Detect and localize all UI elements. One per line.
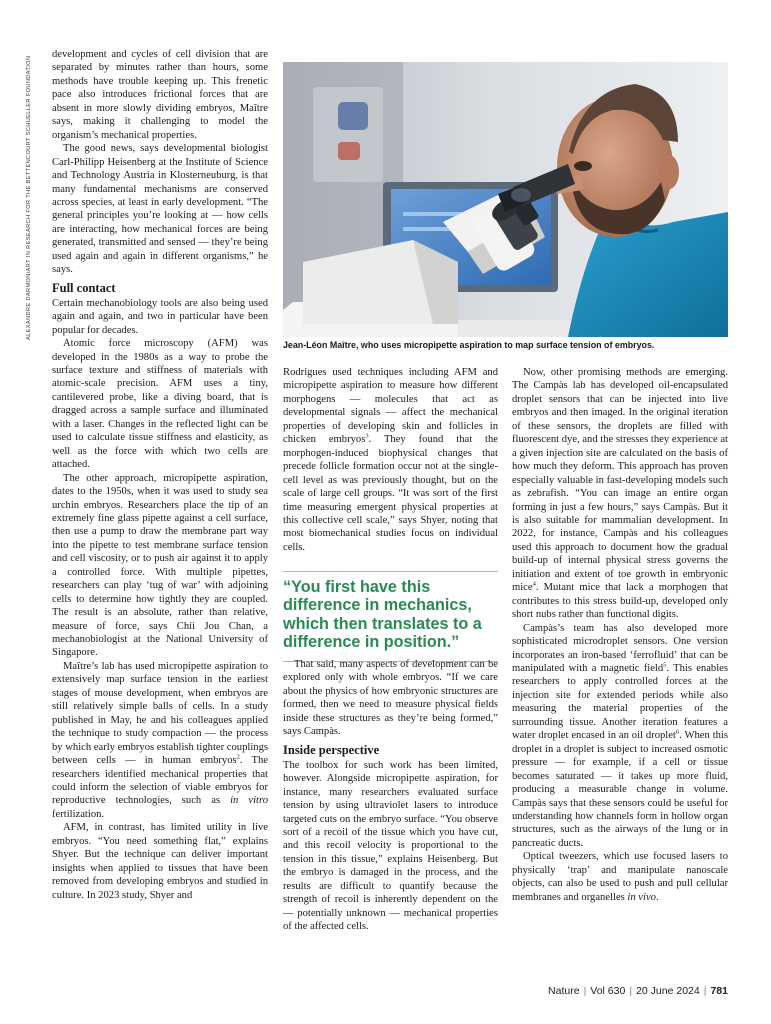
paragraph: Rodrigues used techniques including AFM and micropipette aspiration to measure how different morphogens — molecules that act as developmental signals — affect the mechanical properties of developing skin and follicles in chicken embryos$^3$. They found that the morphogen-induced biophysical changes that precede follicle formation occur not at the single-cell level as was previously thought, but on the scale of large cell groups. “It was sort of the first time measuring emergent physical properties at this collective cell scale,” says Shyer, noting that most biomechanical studies focus on individual cells. xyxy=(283,367,498,553)
paragraph: Atomic force microscopy (AFM) was developed in the 1980s as a way to probe the surface texture and stiffness of materials with atomic-scale precision. AFM uses a tiny, cantilevered probe, like a diving board, that is dragged across a sample surface and illuminated with a laser. Changes in the reflected light can be used to calculate tissue stiffness and elasticity, as well as the force with which two cells are attached. xyxy=(52,338,268,471)
journal-name: Nature xyxy=(548,985,580,997)
column-2-lower xyxy=(283,658,498,934)
reference-marker[interactable]: 3 xyxy=(365,432,369,440)
volume: Vol 630 xyxy=(590,985,626,997)
paragraph: Optical tweezers, which use focused lasers to physically ‘trap’ and manipulate nanoscale objects, can also be used to push and pull cellular membranes and organelles in vivo. xyxy=(512,851,728,903)
reference-marker[interactable]: 4 xyxy=(532,580,536,588)
paragraph: Maître’s lab has used micropipette aspiration to extensively map surface tension in the earliest stages of mouse development, when embryos are still relatively simple balls of cells. In a study published in May, he and his colleagues applied the technique to study compaction — the process by which early embryos establish tighter couplings between cells — in human embryos$^2$. The researchers identified mechanical properties that could inform the selection of viable embryos for reproductive technologies, such as in vitro fertilization. xyxy=(52,660,268,820)
paragraph: AFM, in contrast, has limited utility in live embryos. “You need something flat,” explains Shyer. But the technique can deliver important insights when applied to tissues that have been removed from developing embryos and studied in culture. In 2023 study, Shyer and xyxy=(52,822,268,901)
photo-caption: Jean-Léon Maître, who uses micropipette aspiration to map surface tension of embryos. xyxy=(283,340,655,350)
reference-marker[interactable]: 2 xyxy=(236,753,240,761)
column-2-upper xyxy=(283,366,498,554)
paragraph: That said, many aspects of development can be explored only with whole embryos. “If we care about the physics of how embryonic structures are formed, then we need to measure physical fields inside these structures as they’re being formed,” says Campàs. xyxy=(283,659,498,738)
column-3 xyxy=(512,366,728,904)
paragraph: Now, other promising methods are emerging. The Campàs lab has developed oil-encapsulated droplet sensors that can be injected into live embryos and then imaged. In the original iteration of these sensors, the droplets are filled with fluorescent dye, and the stresses they experience at a given injection site are calculated on the basis of how much they deform. This approach has proven especially valuable in fast-developing models such as zebrafish. “You can image an entire organ forming in just a few hours,” says Campàs. But it is also suitable for mammalian development. In 2022, for instance, Campàs and his colleagues used this approach to document how the gradual build-up of internal physical stress governs the initiation and extent of toe growth in embryonic mice$^4$. Mutant mice that lack a morphogen that contributes to this stress build-up, developed only short nubs rather than functional digits. xyxy=(512,367,728,621)
section-heading: Full contact xyxy=(52,280,116,295)
column-1 xyxy=(52,48,268,902)
page-number: 781 xyxy=(710,985,728,997)
page-footer: Nature | Vol 630 | 20 June 2024 | 781 xyxy=(548,985,728,997)
reference-marker[interactable]: 5 xyxy=(663,661,667,669)
section-heading: Inside perspective xyxy=(283,742,380,757)
photo-credit: ALEXANDRE DARMON/ART IN RESEARCH FOR THE BETTENCOURT SCHUELLER FOUNDATION xyxy=(26,55,32,340)
paragraph: Campàs’s team has also developed more sophisticated microdroplet sensors. One version incorporates an iron-based ‘ferrofluid’ that can be manipulated with a magnetic field$^5$. This enables researchers to apply controlled forces at the injection site for extended periods while also measuring the material properties of the surrounding tissue. Another iteration features a water droplet encased in an oil droplet$^6$. When this droplet in a droplet is subject to increased osmotic pressure — for example, if a cell or tissue becomes saturated — it takes up more fluid, producing a measurable change in volume. Campàs says that these sensors could be useful for understanding how channels form in hollow organ structures, such as the airways of the lung or in pancreatic ducts. xyxy=(512,622,728,849)
paragraph: development and cycles of cell division that are separated by minutes rather than hours, some methods have trouble keeping up. This frenetic pace also introduces frictional forces that are absent in more slowly dividing embryos, Maître says, making it challenging to model the organism’s mechanical properties. xyxy=(52,49,268,141)
pull-quote xyxy=(283,571,498,662)
paragraph: Certain mechanobiology tools are also being used again and again, and two in particular have been popular for decades. xyxy=(52,297,268,336)
lab-photo xyxy=(283,62,728,337)
paragraph: The other approach, micropipette aspiration, dates to the 1950s, when it was used to study sea urchin embryos. Researchers place the tip of an extremely fine glass pipette against a cell surface, then use a pump to draw the membrane part way into the pipette to test membrane surface tension and cell viscosity, or to push air against it to apply a controlled force. With multiple pipettes, researchers can play ‘tug of war’ with adjoining cells to determine how tightly they are coupled. The result is an absolute, rather than relative, measure of force, says Chii Jou Chan, a mechanobiologist at the National University of Singapore. xyxy=(52,472,268,659)
pull-quote-text: “You first have this difference in mechanics, which then translates to a difference in position.” xyxy=(283,578,482,651)
issue-date: 20 June 2024 xyxy=(636,985,700,997)
reference-marker[interactable]: 6 xyxy=(675,728,680,736)
paragraph: The toolbox for such work has been limited, however. Alongside micropipette aspiration, for instance, many researchers evaluated surface tension by using ultraviolet lasers to introduce targeted cuts on the embryo surface. “You observe sort of a recoil of the tissue which you have cut, and this recoil velocity is proportional to the tension in this tissue,” explains Heisenberg. But the embryo is damaged in the process, and the results are difficult to quantify because the strength of recoil is inherently dependent on the — potentially unknown — mechanical properties of the affected cells. xyxy=(283,759,498,933)
paragraph: The good news, says developmental biologist Carl-Philipp Heisenberg at the Institute of Science and Technology Austria in Klosterneuburg, is that many fundamental mechanisms are conserved across species, at least in early development. “The general principles you’re looking at — how cells are interacting, how mechanical forces are being generated, transmitted and sensed — they’re being used again and again in different organisms,” he says. xyxy=(52,143,268,276)
